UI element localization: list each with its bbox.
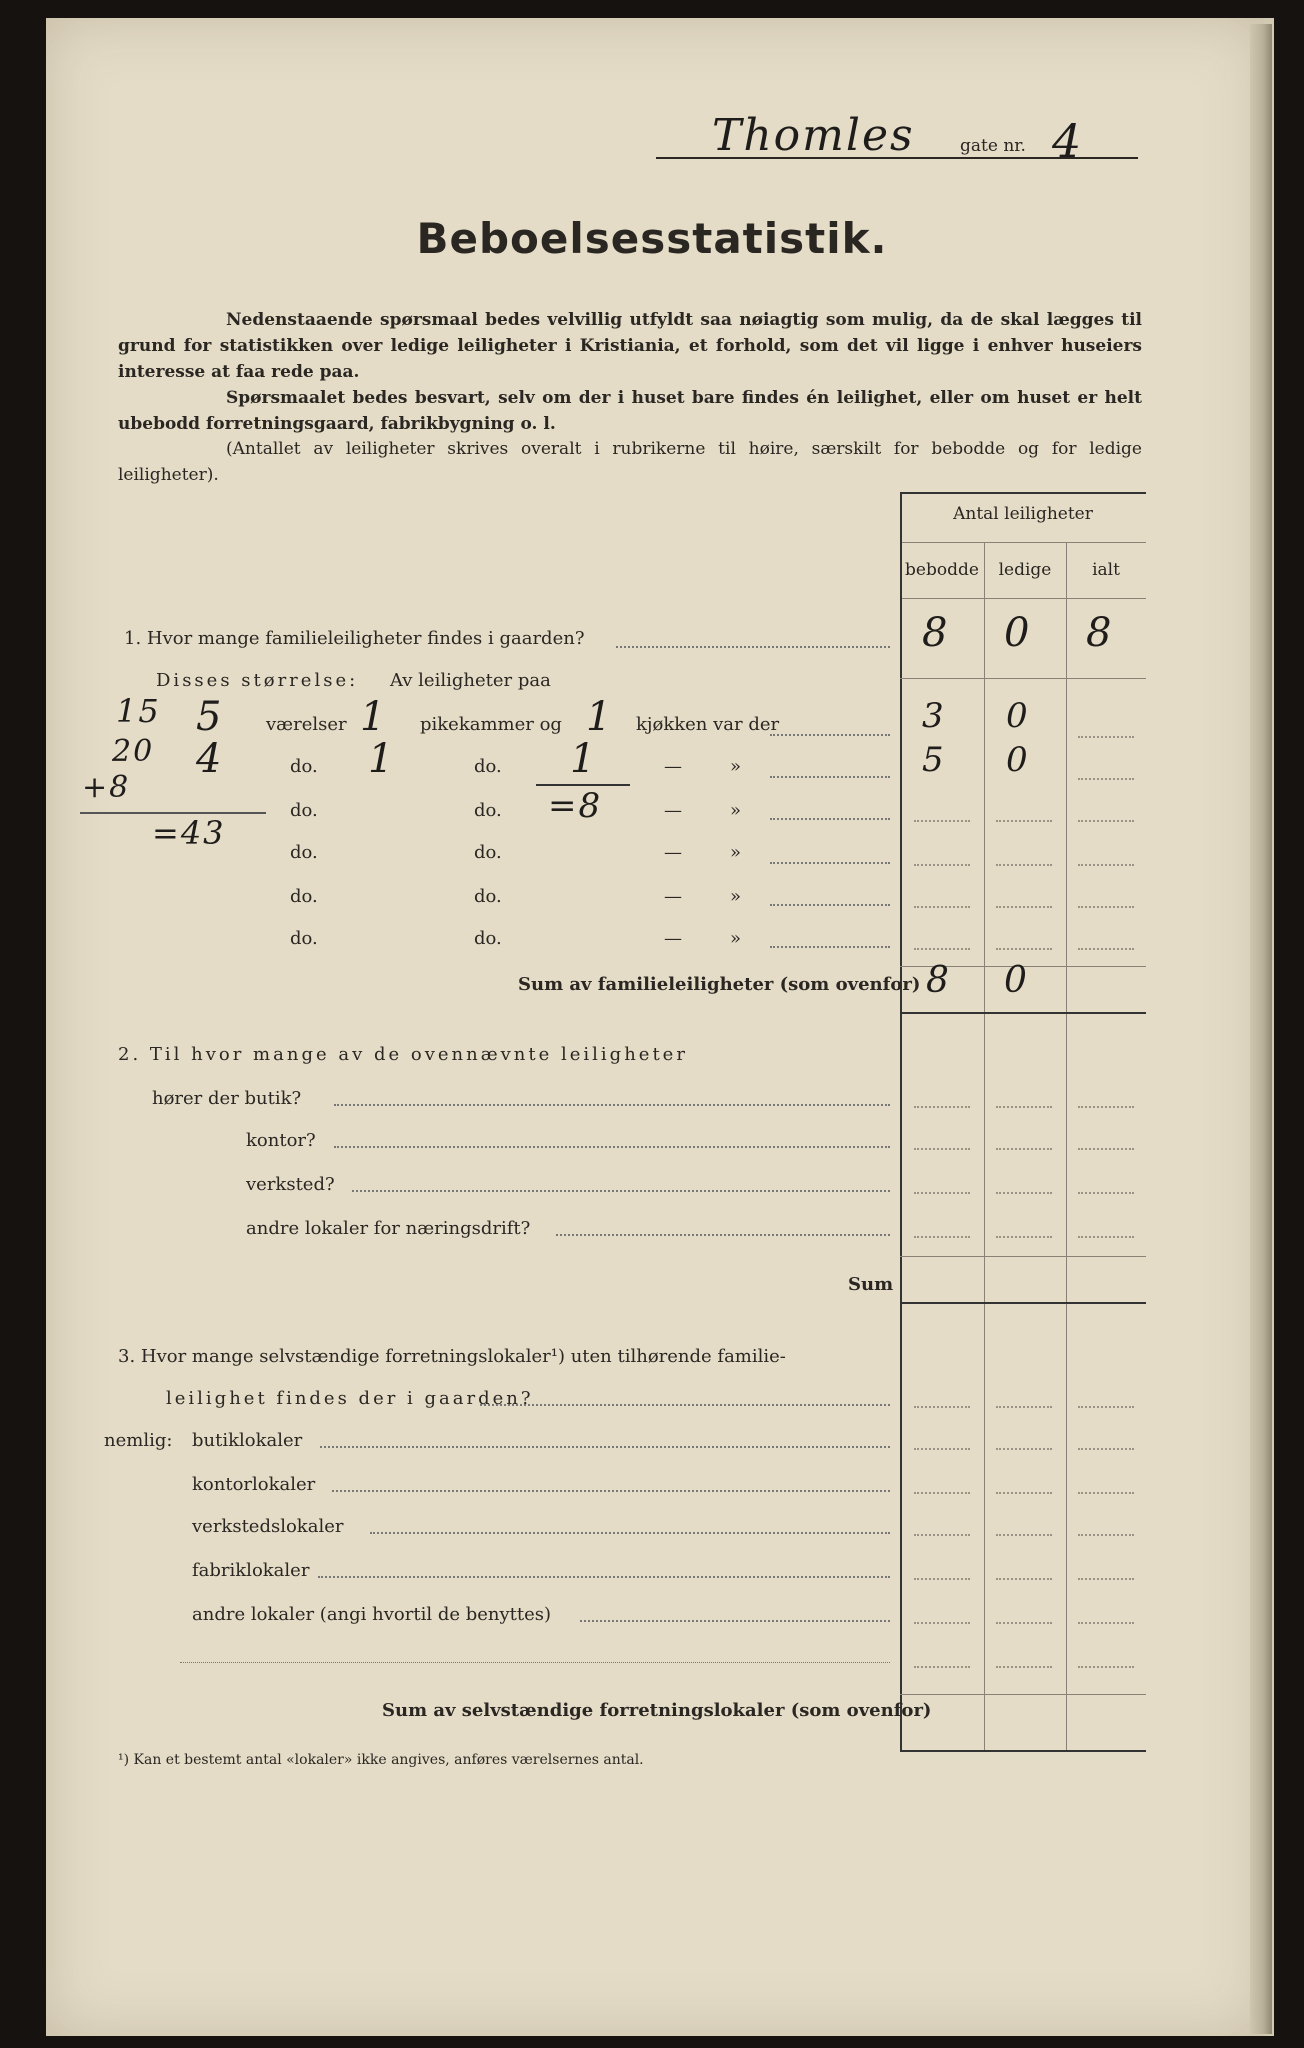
cell-dots — [1078, 948, 1134, 950]
q3-extra-dots — [180, 1662, 890, 1663]
row5-ditto-maid: do. — [474, 886, 502, 907]
cell-dots — [996, 948, 1052, 950]
cell-dots — [996, 1106, 1052, 1108]
row2-bebodde: 5 — [922, 740, 946, 780]
cell-dots — [1078, 778, 1134, 780]
margin-calc-b: 20 — [112, 734, 155, 769]
row2-ditto-rooms: do. — [290, 756, 318, 777]
size-row-dots-2 — [770, 776, 890, 778]
q3-fabrik-dots — [318, 1576, 890, 1578]
cell-dots — [996, 906, 1052, 908]
cell-dots — [1078, 1448, 1134, 1450]
cell-dots — [914, 1622, 970, 1624]
cell-dots — [1078, 1106, 1134, 1108]
row4-quote: » — [730, 842, 742, 863]
row1-maid: 1 — [360, 694, 388, 740]
q2-sum-label: Sum — [848, 1274, 894, 1295]
cell-dots — [1078, 1666, 1134, 1668]
cell-dots — [1078, 1534, 1134, 1536]
q1-sum-bebodde: 8 — [926, 960, 951, 1001]
q3-butik-dots — [320, 1446, 890, 1448]
cell-dots — [996, 1578, 1052, 1580]
cell-dots — [1078, 1236, 1134, 1238]
cell-dots — [996, 1622, 1052, 1624]
row2-rooms: 4 — [196, 736, 224, 782]
table-top-rule — [900, 492, 1146, 494]
page-edge — [1250, 24, 1272, 2034]
q3-verksted-dots — [370, 1532, 890, 1534]
col-bebodde-header: bebodde — [905, 560, 979, 580]
cell-dots — [996, 1448, 1052, 1450]
row2-dash: — — [664, 756, 682, 777]
cell-dots — [914, 820, 970, 822]
q3-rows-bottom-divider — [900, 1694, 1146, 1695]
sizes-sub: Av leiligheter paa — [390, 670, 551, 691]
size-row-dots-3 — [770, 818, 890, 820]
row2-kitchen: 1 — [570, 736, 598, 782]
size-row-dots-5 — [770, 904, 890, 906]
q2-question: 2. Til hvor mange av de ovennævnte leiligheter — [118, 1044, 688, 1065]
row6-ditto-rooms: do. — [290, 928, 318, 949]
q3-item-verkstedslokaler: verkstedslokaler — [192, 1516, 344, 1537]
q3-sum-label: Sum av selvstændige forretningslokaler (som ovenfor) — [382, 1700, 932, 1721]
q2-rows-bottom-divider — [900, 1256, 1146, 1257]
row3-ditto-rooms: do. — [290, 800, 318, 821]
q1-sum-ledige: 0 — [1004, 960, 1029, 1001]
size-row-dots-6 — [770, 946, 890, 948]
row1-ledige: 0 — [1006, 696, 1030, 736]
cell-dots — [914, 1406, 970, 1408]
q1-ialt-answer: 8 — [1086, 610, 1114, 656]
row5-ditto-rooms: do. — [290, 886, 318, 907]
cell-dots — [996, 1492, 1052, 1494]
row5-dash: — — [664, 886, 682, 907]
q3-kontor-dots — [332, 1490, 890, 1492]
cell-dots — [1078, 906, 1134, 908]
cell-dots — [914, 1666, 970, 1668]
q1-leader-dots — [616, 646, 890, 648]
col-ialt-header: ialt — [1092, 560, 1120, 580]
q3-item-fabriklokaler: fabriklokaler — [192, 1560, 310, 1581]
cell-dots — [996, 820, 1052, 822]
cell-dots — [1078, 1492, 1134, 1494]
cell-dots — [1078, 1192, 1134, 1194]
q1-question: 1. Hvor mange familieleiligheter findes i gaarden? — [124, 628, 585, 649]
cell-dots — [996, 1148, 1052, 1150]
row5-quote: » — [730, 886, 742, 907]
page-title: Beboelsesstatistik. — [416, 214, 888, 263]
sizes-label: Disses størrelse: — [156, 670, 359, 691]
q3-item-andre: andre lokaler (angi hvortil de benyttes) — [192, 1604, 552, 1625]
row4-ditto-rooms: do. — [290, 842, 318, 863]
cell-dots — [914, 1192, 970, 1194]
q1-bebodde-answer: 8 — [922, 610, 950, 656]
cell-dots — [914, 1236, 970, 1238]
q2-section-rule — [900, 1302, 1146, 1304]
q3-question-dots — [480, 1404, 890, 1406]
margin-calc-total: =43 — [152, 814, 226, 852]
row3-ditto-maid: do. — [474, 800, 502, 821]
cell-dots — [996, 1534, 1052, 1536]
row2-ditto-maid: do. — [474, 756, 502, 777]
kitchen-note: =8 — [548, 786, 603, 826]
maid-label: pikekammer og — [420, 714, 562, 735]
q3-section-rule — [900, 1750, 1146, 1752]
rooms-label: værelser — [266, 714, 347, 735]
cell-dots — [914, 1106, 970, 1108]
cell-dots — [914, 1534, 970, 1536]
gate-label: gate nr. — [960, 136, 1026, 156]
kitchen-label: kjøkken var der — [636, 714, 780, 735]
cell-dots — [914, 906, 970, 908]
q2-verksted-dots — [352, 1190, 890, 1192]
row3-quote: » — [730, 800, 742, 821]
street-number-handwritten: 4 — [1052, 114, 1084, 168]
q2-andre: andre lokaler for næringsdrift? — [246, 1218, 531, 1239]
q3-question-line2: leilighet findes der i gaarden? — [166, 1388, 534, 1409]
q2-butik: hører der butik? — [152, 1088, 302, 1109]
intro-paragraph-1: Nedenstaaende spørsmaal bedes velvillig utfyldt saa nøiagtig som mulig, da de skal lægges til grund for statistikken over ledige leiligheter i Kristiania, et forhold, som det vil ligge i enhver huseiers interesse at faa rede paa. — [118, 310, 1142, 382]
cell-dots — [996, 1406, 1052, 1408]
row4-ditto-maid: do. — [474, 842, 502, 863]
row4-dash: — — [664, 842, 682, 863]
q1-row-divider — [900, 678, 1146, 679]
cell-dots — [914, 1492, 970, 1494]
cell-dots — [1078, 1578, 1134, 1580]
row1-bebodde: 3 — [922, 696, 946, 736]
cell-dots — [1078, 820, 1134, 822]
cell-dots — [914, 864, 970, 866]
cell-dots — [996, 1666, 1052, 1668]
cell-dots — [914, 1448, 970, 1450]
row1-kitchen: 1 — [586, 694, 614, 740]
size-row-dots-1 — [770, 734, 890, 736]
cell-dots — [996, 1236, 1052, 1238]
q1-sum-label: Sum av familieleiligheter (som ovenfor) — [518, 974, 921, 995]
row2-ledige: 0 — [1006, 740, 1030, 780]
row2-maid: 1 — [368, 736, 396, 782]
q3-item-butiklokaler: butiklokaler — [192, 1430, 303, 1451]
street-name-handwritten: Thomles — [712, 110, 915, 161]
row1-rooms: 5 — [196, 694, 224, 740]
size-row-dots-4 — [770, 862, 890, 864]
cell-dots — [914, 948, 970, 950]
row6-dash: — — [664, 928, 682, 949]
q1-section-rule — [900, 1012, 1146, 1014]
cell-dots — [996, 864, 1052, 866]
cell-dots — [1078, 736, 1134, 738]
q3-nemlig: nemlig: — [104, 1430, 173, 1451]
cell-dots — [1078, 1148, 1134, 1150]
table-left-border — [900, 492, 902, 1752]
margin-calc-a: 15 — [116, 692, 161, 730]
header-bottom-divider — [900, 598, 1146, 599]
cell-dots — [1078, 864, 1134, 866]
q3-question-line1: 3. Hvor mange selvstændige forretningslokaler¹) uten tilhørende familie- — [118, 1346, 786, 1367]
intro-paragraph-3: (Antallet av leiligheter skrives overalt i rubrikerne til høire, særskilt for bebodde og for ledige leiligheter). — [118, 439, 1142, 485]
header-divider — [900, 542, 1146, 543]
q2-kontor-dots — [334, 1146, 890, 1148]
cell-dots — [1078, 1622, 1134, 1624]
q3-andre-dots — [580, 1620, 890, 1622]
cell-dots — [996, 1192, 1052, 1194]
q1-ledige-answer: 0 — [1004, 610, 1032, 656]
col-divider-1 — [984, 542, 985, 1752]
col-ledige-header: ledige — [998, 560, 1052, 580]
q2-andre-dots — [556, 1234, 890, 1236]
cell-dots — [914, 1578, 970, 1580]
margin-calc-c: +8 — [82, 770, 131, 805]
row3-dash: — — [664, 800, 682, 821]
intro-paragraph-2: Spørsmaalet bedes besvart, selv om der i huset bare findes én leilighet, eller om huset er helt ubebodd forretningsgaard, fabrikbygning o. l. — [118, 388, 1142, 434]
q3-item-kontorlokaler: kontorlokaler — [192, 1474, 316, 1495]
col-divider-2 — [1066, 542, 1067, 1752]
row6-quote: » — [730, 928, 742, 949]
row2-quote: » — [730, 756, 742, 777]
q2-kontor: kontor? — [246, 1130, 316, 1151]
footnote: ¹) Kan et bestemt antal «lokaler» ikke angives, anføres værelsernes antal. — [118, 1752, 644, 1768]
cell-dots — [914, 1148, 970, 1150]
cell-dots — [1078, 1406, 1134, 1408]
row6-ditto-maid: do. — [474, 928, 502, 949]
street-underline — [656, 157, 1138, 159]
antal-leiligheter-header: Antal leiligheter — [953, 504, 1093, 524]
q2-butik-dots — [334, 1104, 890, 1106]
q2-verksted: verksted? — [246, 1174, 335, 1195]
